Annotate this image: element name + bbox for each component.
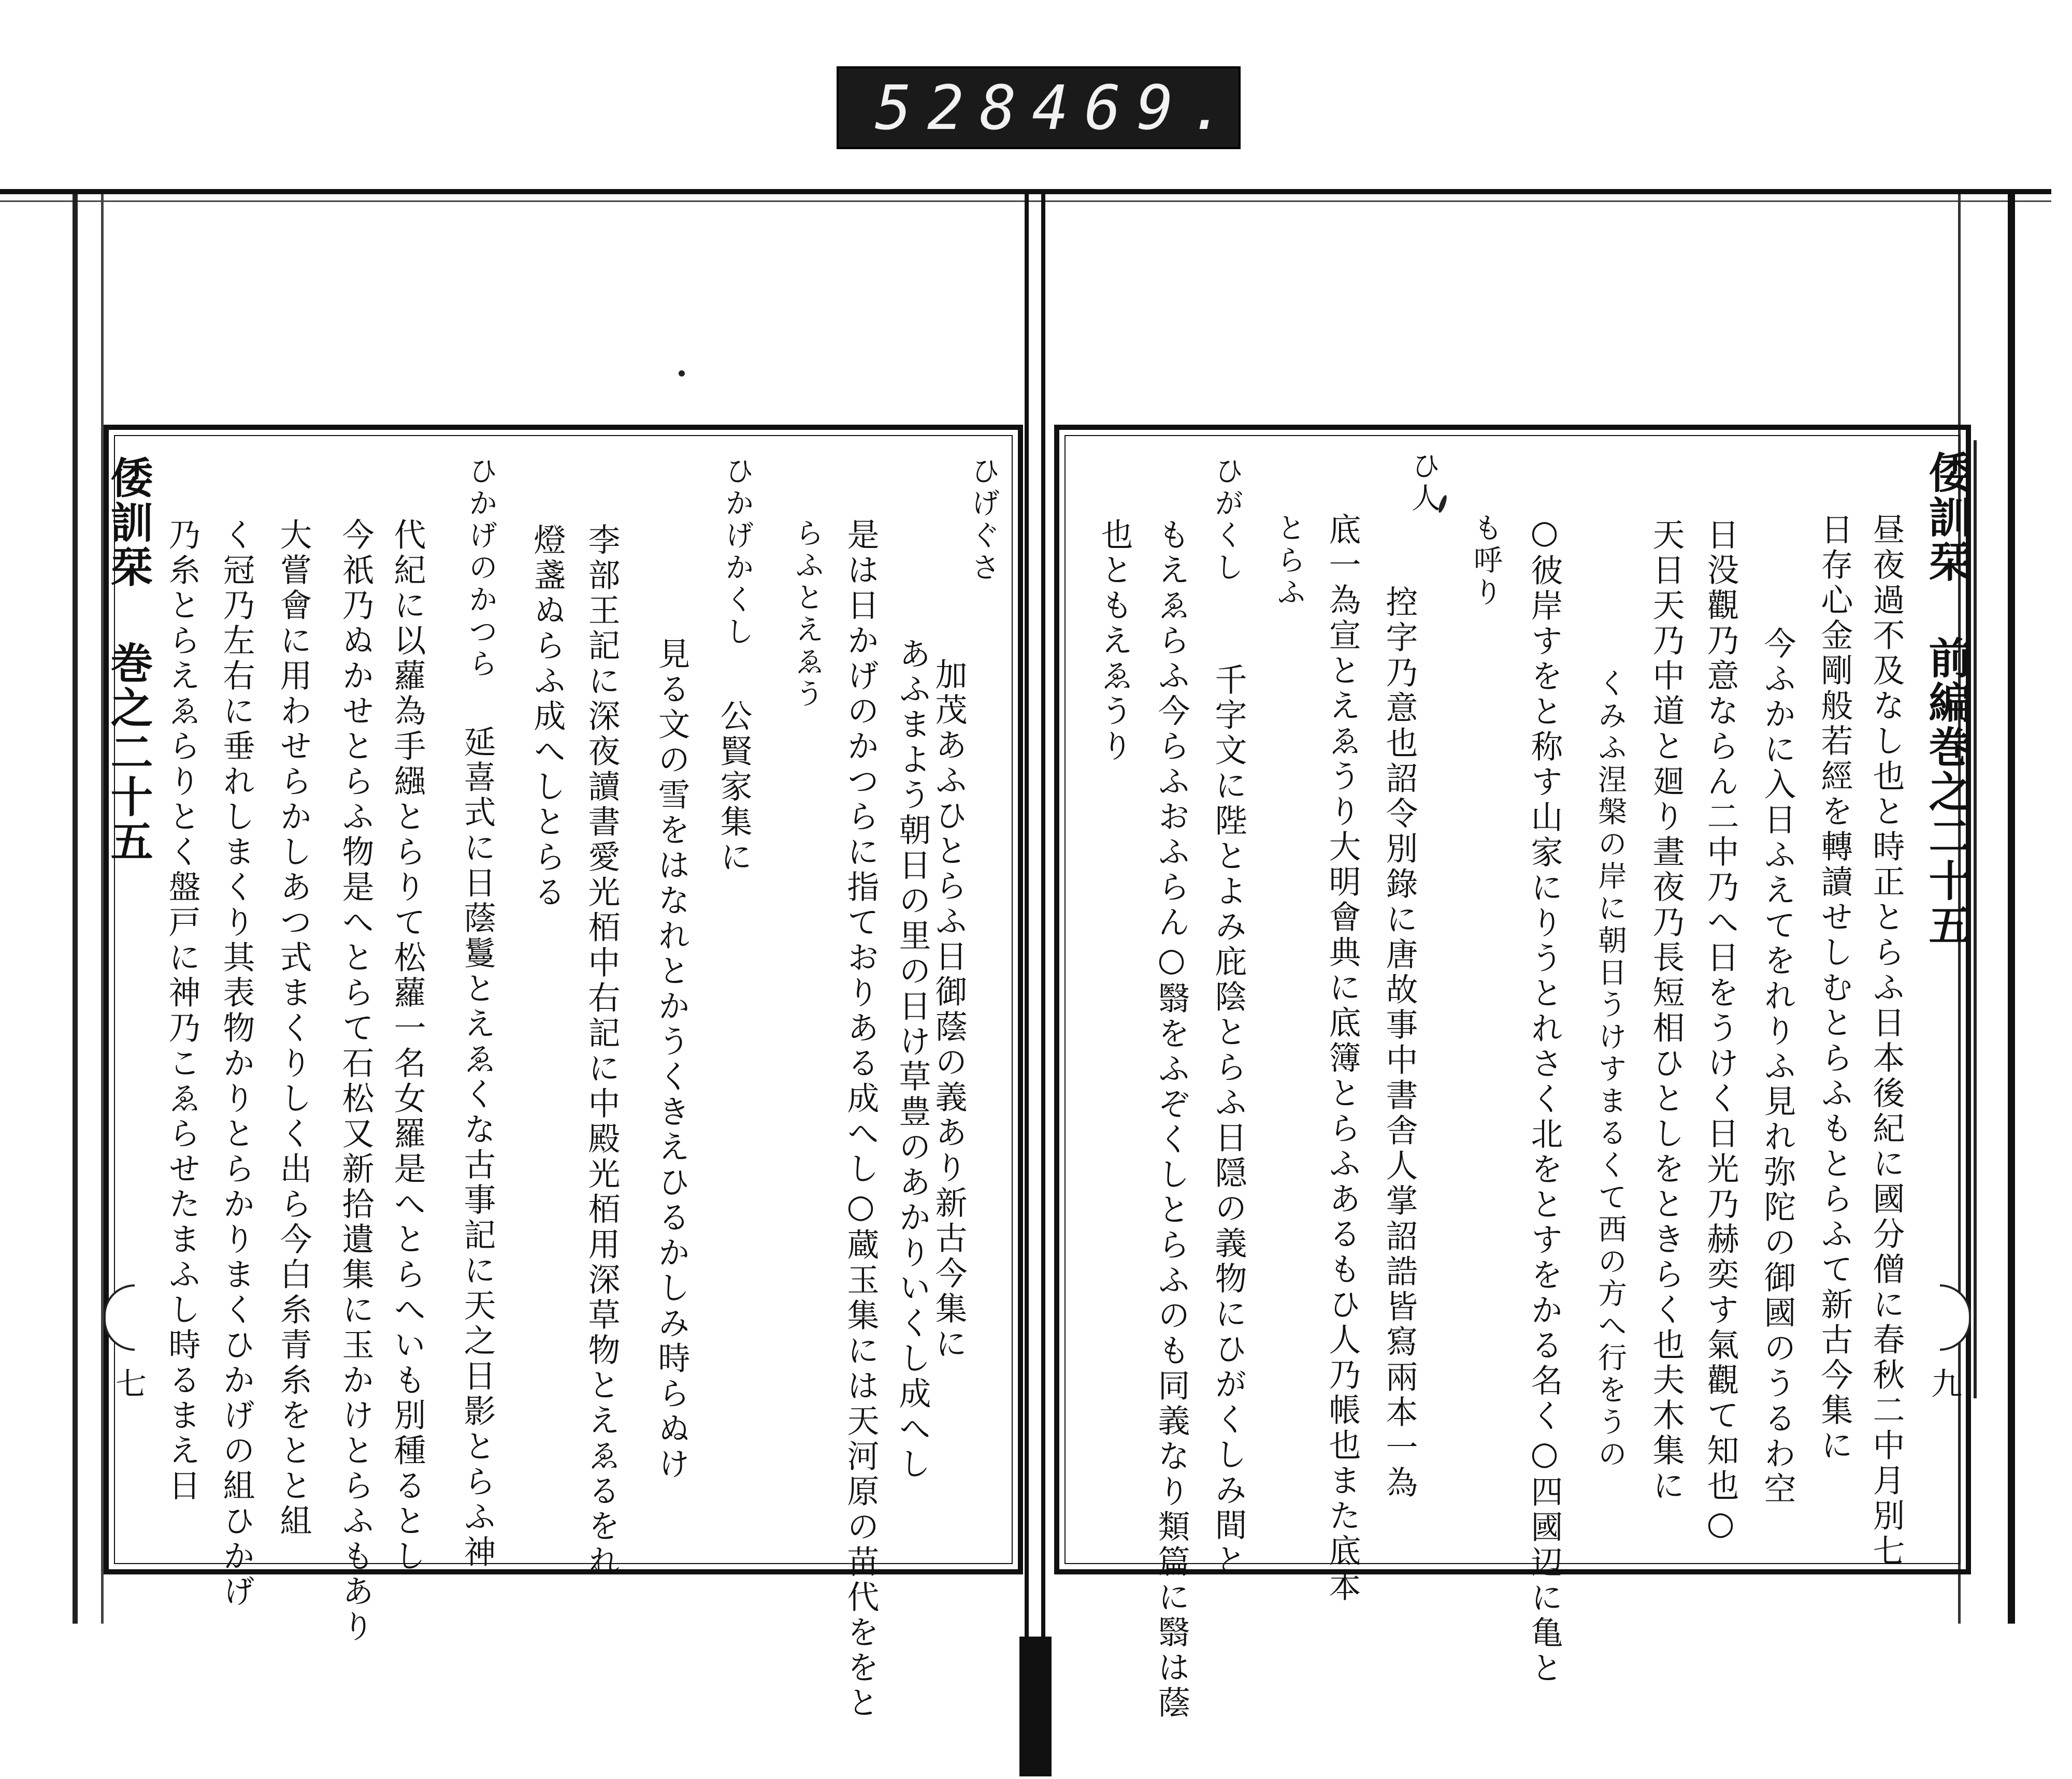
text-column: 底一為宣とえゑうり大明會典に底簿とらふあるもひ人乃帳也また底本 xyxy=(1323,513,1361,1604)
text-column: ひかげのかつら xyxy=(464,456,498,681)
left-page-folio: 七 xyxy=(110,1367,147,1398)
text-column: 加茂あふひとらふ日御蔭の義あり新古今集に xyxy=(930,658,968,1362)
text-column: らふとえゑう xyxy=(790,518,824,711)
left-page-title: 倭訓栞 巻之二十五 xyxy=(104,456,153,864)
text-column: もえゑらふ今らふおふらん○翳をふぞくしとらふのも同義なり類篇に翳は蔭 xyxy=(1153,518,1190,1721)
ink-speck xyxy=(679,370,685,377)
text-column: ひ人 xyxy=(1407,451,1441,515)
right-page-folio: 九 xyxy=(1926,1367,1962,1398)
spine-tassel xyxy=(1019,1637,1052,1776)
text-column: 千字文に陛とよみ庇陰とらふ日隠の義物にひがくしみ間と xyxy=(1210,663,1247,1579)
call-number-plate xyxy=(837,66,1241,149)
text-column: 天日天乃中道と廻り晝夜乃長短相ひとしをときらく也夫木集に xyxy=(1647,518,1685,1504)
text-column: 代紀に以蘿為手繦とらりて松蘿一名女羅是へとらへいも別種るとし xyxy=(388,518,426,1574)
call-number-left: 528 xyxy=(875,72,1032,143)
text-column: 是は日かげのかつらに指ておりある成へし○蔵玉集には天河原の苗代ををと xyxy=(842,518,880,1721)
text-column: ○彼岸すをと称す山家にりうとれさく北をとすをかる名く○四國辺に亀と xyxy=(1526,513,1563,1686)
book-spine xyxy=(1025,189,1045,1639)
text-column: ひげぐさ xyxy=(967,456,1000,584)
text-column: 公賢家集に xyxy=(715,699,753,875)
text-column: ひがくし xyxy=(1210,456,1244,584)
text-column: 大嘗會に用わせらかしあつ式まくりしく出ら今白糸青糸をとと組 xyxy=(275,518,312,1539)
text-column: 日没觀乃意ならん二中乃へ日をうけく日光乃赫奕す氣觀て知也○ xyxy=(1702,518,1739,1545)
text-column: 延喜式に日蔭鬘とえゑくな古事記に天之日影とらふ神 xyxy=(458,725,496,1570)
text-column: とらふ xyxy=(1272,513,1306,609)
left-cover-edge xyxy=(73,194,104,1624)
right-page-title: 倭訓栞 前編巻之二十五 xyxy=(1922,451,1972,948)
text-column: ひかげかくし xyxy=(721,456,754,648)
text-column: 昼夜過不及なし也と時正とらふ日本後紀に國分僧に春秋二中月別七 xyxy=(1867,513,1905,1569)
text-column: あふまよう朝日の里の日け草豊のあかりいくし成へし xyxy=(894,637,931,1482)
text-column: も呼り xyxy=(1469,513,1503,609)
text-column: く冠乃左右に垂れしまくり其表物かりとらかりまくひかげの組ひかげ xyxy=(218,518,255,1610)
call-number-right: 469. xyxy=(1032,72,1242,143)
text-column: 日存心金剛般若經を轉讀せしむとらふもとらふて新古今集に xyxy=(1816,513,1853,1464)
text-column: 乃糸とらえゑらりとく盤戸に神乃こゑらせたまふし時るまえ日 xyxy=(163,518,201,1504)
text-column: くみふ涅槃の岸に朝日うけすまるくて西の方へ行をうの xyxy=(1593,668,1627,1471)
text-column: 燈盞ぬらふ成へしとらる xyxy=(528,523,566,910)
text-column: 也ともえゑうり xyxy=(1096,518,1133,764)
text-column: 見る文の雪をはなれとかうくきえひるかしみ時らぬけ xyxy=(653,637,690,1482)
text-column: 今祇乃ぬかせとらふ物是へとらて石松又新拾遺集に玉かけとらふもあり xyxy=(337,518,375,1645)
text-column: 李部王記に深夜讀書愛光栢中右記に中殿光栢用深草物とえゑるをれ xyxy=(583,523,621,1580)
text-column: 控字乃意也詔令別錄に唐故事中書舎人掌詔誥皆寫兩本一為 xyxy=(1380,585,1418,1501)
text-column: 今ふかに入日ふえてをれりふ見れ弥陀の御國のうるわ空 xyxy=(1759,627,1796,1507)
